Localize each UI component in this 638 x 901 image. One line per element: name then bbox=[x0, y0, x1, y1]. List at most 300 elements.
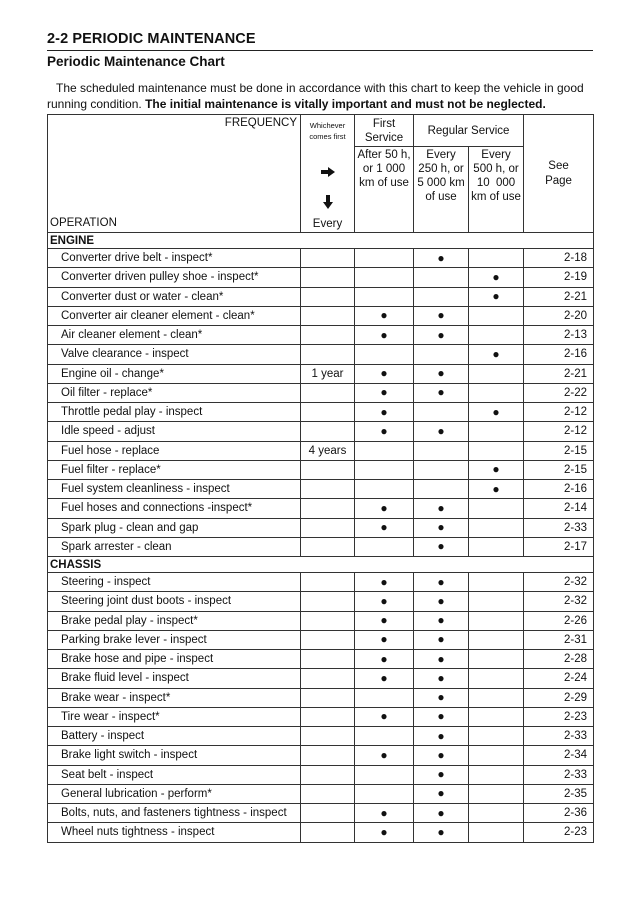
service-dot-icon: ● bbox=[380, 308, 388, 323]
first-service-line1: First bbox=[372, 117, 396, 130]
service-dot-icon: ● bbox=[437, 767, 445, 782]
operation-cell: Fuel hose - replace bbox=[48, 441, 301, 460]
operation-cell: Converter drive belt - inspect* bbox=[48, 249, 301, 268]
page-ref-cell: 2-33 bbox=[524, 727, 594, 746]
r2-service-cell bbox=[469, 383, 524, 402]
table-row bbox=[48, 592, 594, 611]
regular-interval-2-header bbox=[469, 147, 524, 233]
first-service-cell bbox=[355, 669, 414, 688]
first-service-cell bbox=[355, 287, 414, 306]
every-cell bbox=[301, 326, 355, 345]
operation-cell: Oil filter - replace* bbox=[48, 383, 301, 402]
page-ref-cell: 2-21 bbox=[524, 364, 594, 383]
table-row bbox=[48, 364, 594, 383]
table-row bbox=[48, 804, 594, 823]
r2-service-cell bbox=[469, 268, 524, 287]
operation-cell: Wheel nuts tightness - inspect bbox=[48, 823, 301, 842]
service-dot-icon: ● bbox=[437, 824, 445, 839]
operation-cell: Seat belt - inspect bbox=[48, 765, 301, 784]
first-service-cell bbox=[355, 460, 414, 479]
page-ref-cell: 2-17 bbox=[524, 537, 594, 556]
service-dot-icon: ● bbox=[437, 747, 445, 762]
r2-service-cell bbox=[469, 326, 524, 345]
first-service-cell bbox=[355, 499, 414, 518]
first-service-cell bbox=[355, 573, 414, 592]
service-dot-icon: ● bbox=[437, 709, 445, 724]
first-service-cell bbox=[355, 383, 414, 402]
table-row bbox=[48, 422, 594, 441]
every-cell bbox=[301, 573, 355, 592]
page-ref-cell: 2-23 bbox=[524, 707, 594, 726]
r2-service-cell bbox=[469, 422, 524, 441]
page-ref-cell: 2-20 bbox=[524, 306, 594, 325]
operation-cell: Converter dust or water - clean* bbox=[48, 287, 301, 306]
page-ref-cell: 2-15 bbox=[524, 460, 594, 479]
service-dot-icon: ● bbox=[437, 500, 445, 515]
table-row bbox=[48, 499, 594, 518]
every-cell bbox=[301, 650, 355, 669]
every-cell bbox=[301, 765, 355, 784]
r1-service-cell bbox=[414, 499, 469, 518]
table-row bbox=[48, 268, 594, 287]
service-dot-icon: ● bbox=[437, 574, 445, 589]
service-dot-icon: ● bbox=[380, 385, 388, 400]
service-dot-icon: ● bbox=[437, 520, 445, 535]
regular-interval-2-line: 500 h, or bbox=[473, 163, 519, 175]
operation-cell: Battery - inspect bbox=[48, 727, 301, 746]
regular-interval-1-header bbox=[414, 147, 469, 233]
table-row bbox=[48, 707, 594, 726]
r1-service-cell bbox=[414, 345, 469, 364]
whichever-line1: Whichever bbox=[309, 121, 346, 130]
r2-service-cell bbox=[469, 784, 524, 803]
every-label: Every bbox=[312, 218, 343, 230]
table-row bbox=[48, 287, 594, 306]
r2-service-cell bbox=[469, 537, 524, 556]
every-cell bbox=[301, 287, 355, 306]
page-ref-cell: 2-23 bbox=[524, 823, 594, 842]
first-service-cell bbox=[355, 650, 414, 669]
table-row bbox=[48, 746, 594, 765]
service-dot-icon: ● bbox=[380, 423, 388, 438]
operation-cell: Tire wear - inspect* bbox=[48, 707, 301, 726]
r1-service-cell bbox=[414, 287, 469, 306]
operation-cell: Converter air cleaner element - clean* bbox=[48, 306, 301, 325]
operation-cell: Brake wear - inspect* bbox=[48, 688, 301, 707]
service-dot-icon: ● bbox=[380, 327, 388, 342]
r1-service-cell bbox=[414, 249, 469, 268]
every-cell bbox=[301, 804, 355, 823]
every-cell bbox=[301, 268, 355, 287]
operation-cell: Valve clearance - inspect bbox=[48, 345, 301, 364]
regular-interval-1-line: Every bbox=[426, 149, 456, 161]
every-cell bbox=[301, 537, 355, 556]
r1-service-cell bbox=[414, 765, 469, 784]
service-dot-icon: ● bbox=[380, 613, 388, 628]
service-dot-icon: ● bbox=[380, 747, 388, 762]
r1-service-cell bbox=[414, 441, 469, 460]
r1-service-cell bbox=[414, 460, 469, 479]
table-row bbox=[48, 441, 594, 460]
r2-service-cell bbox=[469, 688, 524, 707]
r1-service-cell bbox=[414, 306, 469, 325]
page-ref-cell: 2-29 bbox=[524, 688, 594, 707]
r2-service-cell bbox=[469, 573, 524, 592]
regular-service-header: Regular Service bbox=[414, 115, 524, 147]
first-service-cell bbox=[355, 707, 414, 726]
operation-cell: Fuel filter - replace* bbox=[48, 460, 301, 479]
r1-service-cell bbox=[414, 707, 469, 726]
service-dot-icon: ● bbox=[437, 613, 445, 628]
service-dot-icon: ● bbox=[492, 289, 500, 304]
see-page-line1: See bbox=[548, 159, 569, 172]
r2-service-cell bbox=[469, 765, 524, 784]
page-ref-cell: 2-19 bbox=[524, 268, 594, 287]
page-ref-cell: 2-32 bbox=[524, 592, 594, 611]
service-dot-icon: ● bbox=[437, 327, 445, 342]
every-cell bbox=[301, 518, 355, 537]
table-row bbox=[48, 727, 594, 746]
r2-service-cell bbox=[469, 249, 524, 268]
table-row bbox=[48, 611, 594, 630]
first-service-cell bbox=[355, 441, 414, 460]
r1-service-cell bbox=[414, 364, 469, 383]
service-dot-icon: ● bbox=[437, 250, 445, 265]
table-row bbox=[48, 784, 594, 803]
first-service-cell bbox=[355, 746, 414, 765]
r2-service-cell bbox=[469, 345, 524, 364]
regular-interval-2-line: Every bbox=[481, 149, 511, 161]
operation-label: OPERATION bbox=[50, 217, 117, 229]
page-ref-cell: 2-22 bbox=[524, 383, 594, 402]
page-ref-cell: 2-12 bbox=[524, 422, 594, 441]
first-service-cell bbox=[355, 364, 414, 383]
table-row bbox=[48, 765, 594, 784]
service-dot-icon: ● bbox=[437, 308, 445, 323]
service-dot-icon: ● bbox=[380, 805, 388, 820]
operation-cell: Engine oil - change* bbox=[48, 364, 301, 383]
every-cell bbox=[301, 460, 355, 479]
table-row bbox=[48, 306, 594, 325]
service-dot-icon: ● bbox=[437, 805, 445, 820]
operation-cell: Fuel hoses and connections -inspect* bbox=[48, 499, 301, 518]
first-service-cell bbox=[355, 537, 414, 556]
first-interval-header bbox=[355, 147, 414, 233]
every-cell bbox=[301, 746, 355, 765]
service-dot-icon: ● bbox=[437, 728, 445, 743]
down-arrow-icon bbox=[301, 195, 354, 212]
service-dot-icon: ● bbox=[380, 404, 388, 419]
service-dot-icon: ● bbox=[437, 670, 445, 685]
service-dot-icon: ● bbox=[437, 651, 445, 666]
service-dot-icon: ● bbox=[492, 481, 500, 496]
r1-service-cell bbox=[414, 383, 469, 402]
regular-interval-1-line: of use bbox=[425, 191, 457, 203]
every-cell bbox=[301, 383, 355, 402]
page-ref-cell: 2-33 bbox=[524, 765, 594, 784]
maintenance-chart-table bbox=[47, 114, 594, 843]
first-service-cell bbox=[355, 306, 414, 325]
section-title: Periodic Maintenance Chart bbox=[47, 54, 225, 69]
service-dot-icon: ● bbox=[437, 632, 445, 647]
operation-cell: Steering - inspect bbox=[48, 573, 301, 592]
r2-service-cell bbox=[469, 518, 524, 537]
r1-service-cell bbox=[414, 746, 469, 765]
r2-service-cell bbox=[469, 823, 524, 842]
first-service-cell bbox=[355, 765, 414, 784]
page-ref-cell: 2-15 bbox=[524, 441, 594, 460]
r1-service-cell bbox=[414, 480, 469, 499]
r2-service-cell bbox=[469, 480, 524, 499]
table-row bbox=[48, 326, 594, 345]
first-interval-line: km of use bbox=[359, 177, 409, 189]
page-ref-cell: 2-36 bbox=[524, 804, 594, 823]
first-service-line2: Service bbox=[364, 131, 404, 144]
page-ref-cell: 2-13 bbox=[524, 326, 594, 345]
service-dot-icon: ● bbox=[492, 462, 500, 477]
r2-service-cell bbox=[469, 441, 524, 460]
page-ref-cell: 2-21 bbox=[524, 287, 594, 306]
first-service-cell bbox=[355, 688, 414, 707]
operation-cell: Brake hose and pipe - inspect bbox=[48, 650, 301, 669]
r2-service-cell bbox=[469, 306, 524, 325]
first-interval-line: or 1 000 bbox=[362, 163, 406, 175]
see-page-header bbox=[524, 115, 594, 233]
whichever-label bbox=[301, 120, 354, 142]
operation-cell: Throttle pedal play - inspect bbox=[48, 403, 301, 422]
every-cell bbox=[301, 403, 355, 422]
service-dot-icon: ● bbox=[380, 366, 388, 381]
service-dot-icon: ● bbox=[380, 670, 388, 685]
operation-cell: Converter driven pulley shoe - inspect* bbox=[48, 268, 301, 287]
section-row-chassis bbox=[48, 557, 594, 573]
r1-service-cell bbox=[414, 537, 469, 556]
operation-cell: Steering joint dust boots - inspect bbox=[48, 592, 301, 611]
table-row bbox=[48, 480, 594, 499]
r1-service-cell bbox=[414, 784, 469, 803]
table-row bbox=[48, 669, 594, 688]
operation-cell: Air cleaner element - clean* bbox=[48, 326, 301, 345]
every-cell bbox=[301, 784, 355, 803]
service-dot-icon: ● bbox=[437, 786, 445, 801]
title-divider bbox=[47, 50, 593, 51]
page-ref-cell: 2-14 bbox=[524, 499, 594, 518]
section-row-engine bbox=[48, 233, 594, 249]
every-cell: 4 years bbox=[301, 441, 355, 460]
operation-cell: Parking brake lever - inspect bbox=[48, 630, 301, 649]
table-row bbox=[48, 249, 594, 268]
first-service-cell bbox=[355, 480, 414, 499]
chart-body bbox=[48, 233, 594, 843]
r1-service-cell bbox=[414, 268, 469, 287]
page-ref-cell: 2-24 bbox=[524, 669, 594, 688]
service-dot-icon: ● bbox=[380, 500, 388, 515]
right-arrow-icon bbox=[301, 165, 354, 180]
whichever-line2: comes first bbox=[309, 132, 346, 141]
page-ref-cell: 2-33 bbox=[524, 518, 594, 537]
first-service-cell bbox=[355, 804, 414, 823]
operation-cell: Spark plug - clean and gap bbox=[48, 518, 301, 537]
r2-service-cell bbox=[469, 669, 524, 688]
r1-service-cell bbox=[414, 592, 469, 611]
service-dot-icon: ● bbox=[437, 366, 445, 381]
r2-service-cell bbox=[469, 287, 524, 306]
page-ref-cell: 2-12 bbox=[524, 403, 594, 422]
see-page-line2: Page bbox=[545, 174, 572, 187]
r2-service-cell bbox=[469, 403, 524, 422]
first-service-cell bbox=[355, 345, 414, 364]
r1-service-cell bbox=[414, 422, 469, 441]
service-dot-icon: ● bbox=[380, 824, 388, 839]
page-ref-cell: 2-35 bbox=[524, 784, 594, 803]
every-cell bbox=[301, 630, 355, 649]
first-service-cell bbox=[355, 422, 414, 441]
every-cell bbox=[301, 499, 355, 518]
first-service-cell bbox=[355, 403, 414, 422]
service-dot-icon: ● bbox=[380, 593, 388, 608]
page-ref-cell: 2-16 bbox=[524, 480, 594, 499]
operation-cell: Brake light switch - inspect bbox=[48, 746, 301, 765]
frequency-label: FREQUENCY bbox=[224, 117, 297, 129]
table-row bbox=[48, 630, 594, 649]
first-interval-line: After 50 h, bbox=[357, 149, 411, 161]
page-ref-cell: 2-28 bbox=[524, 650, 594, 669]
table-row bbox=[48, 403, 594, 422]
every-cell: 1 year bbox=[301, 364, 355, 383]
r2-service-cell bbox=[469, 460, 524, 479]
every-cell bbox=[301, 249, 355, 268]
page-ref-cell: 2-16 bbox=[524, 345, 594, 364]
page-title: 2-2 PERIODIC MAINTENANCE bbox=[47, 31, 256, 47]
r1-service-cell bbox=[414, 650, 469, 669]
service-dot-icon: ● bbox=[492, 346, 500, 361]
r2-service-cell bbox=[469, 746, 524, 765]
regular-interval-1-line: 5 000 km bbox=[417, 177, 465, 189]
intro-paragraph bbox=[47, 80, 593, 112]
table-row bbox=[48, 573, 594, 592]
r2-service-cell bbox=[469, 499, 524, 518]
operation-cell: Brake pedal play - inspect* bbox=[48, 611, 301, 630]
every-cell bbox=[301, 306, 355, 325]
service-dot-icon: ● bbox=[492, 269, 500, 284]
every-cell bbox=[301, 592, 355, 611]
r1-service-cell bbox=[414, 688, 469, 707]
r1-service-cell bbox=[414, 326, 469, 345]
r2-service-cell bbox=[469, 650, 524, 669]
r2-service-cell bbox=[469, 630, 524, 649]
r2-service-cell bbox=[469, 707, 524, 726]
every-cell bbox=[301, 422, 355, 441]
every-cell bbox=[301, 480, 355, 499]
service-dot-icon: ● bbox=[380, 574, 388, 589]
every-cell bbox=[301, 823, 355, 842]
service-dot-icon: ● bbox=[380, 709, 388, 724]
r1-service-cell bbox=[414, 727, 469, 746]
page-ref-cell: 2-32 bbox=[524, 573, 594, 592]
r1-service-cell bbox=[414, 611, 469, 630]
intro-text: The scheduled maintenance must be done in accordance with this chart to keep the vehicle in good running condition. bbox=[47, 81, 584, 111]
every-cell bbox=[301, 707, 355, 726]
r2-service-cell bbox=[469, 727, 524, 746]
page-ref-cell: 2-26 bbox=[524, 611, 594, 630]
r2-service-cell bbox=[469, 592, 524, 611]
service-dot-icon: ● bbox=[437, 593, 445, 608]
every-cell bbox=[301, 611, 355, 630]
operation-cell: General lubrication - perform* bbox=[48, 784, 301, 803]
first-service-cell bbox=[355, 268, 414, 287]
r1-service-cell bbox=[414, 823, 469, 842]
every-cell bbox=[301, 727, 355, 746]
operation-cell: Fuel system cleanliness - inspect bbox=[48, 480, 301, 499]
r2-service-cell bbox=[469, 364, 524, 383]
table-row bbox=[48, 518, 594, 537]
table-row bbox=[48, 383, 594, 402]
operation-cell: Spark arrester - clean bbox=[48, 537, 301, 556]
service-dot-icon: ● bbox=[380, 651, 388, 666]
first-service-cell bbox=[355, 784, 414, 803]
section-heading: CHASSIS bbox=[48, 557, 594, 573]
operation-cell: Bolts, nuts, and fasteners tightness - inspect bbox=[48, 804, 301, 823]
r1-service-cell bbox=[414, 804, 469, 823]
operation-cell: Brake fluid level - inspect bbox=[48, 669, 301, 688]
r2-service-cell bbox=[469, 804, 524, 823]
intro-bold-text: The initial maintenance is vitally important and must not be neglected. bbox=[145, 97, 546, 111]
table-row bbox=[48, 650, 594, 669]
first-service-header bbox=[355, 115, 414, 147]
operation-cell: Idle speed - adjust bbox=[48, 422, 301, 441]
table-row bbox=[48, 460, 594, 479]
r1-service-cell bbox=[414, 630, 469, 649]
r1-service-cell bbox=[414, 669, 469, 688]
page-ref-cell: 2-34 bbox=[524, 746, 594, 765]
r1-service-cell bbox=[414, 403, 469, 422]
table-row bbox=[48, 537, 594, 556]
service-dot-icon: ● bbox=[437, 423, 445, 438]
page-ref-cell: 2-18 bbox=[524, 249, 594, 268]
first-service-cell bbox=[355, 823, 414, 842]
r1-service-cell bbox=[414, 518, 469, 537]
first-service-cell bbox=[355, 592, 414, 611]
section-heading: ENGINE bbox=[48, 233, 594, 249]
regular-interval-2-line: 10 000 bbox=[476, 177, 516, 189]
first-service-cell bbox=[355, 326, 414, 345]
header-operation-cell bbox=[48, 115, 301, 233]
table-row bbox=[48, 823, 594, 842]
table-row bbox=[48, 688, 594, 707]
service-dot-icon: ● bbox=[437, 539, 445, 554]
service-dot-icon: ● bbox=[380, 632, 388, 647]
service-dot-icon: ● bbox=[380, 520, 388, 535]
every-cell bbox=[301, 669, 355, 688]
first-service-cell bbox=[355, 630, 414, 649]
page-ref-cell: 2-31 bbox=[524, 630, 594, 649]
regular-interval-1-line: 250 h, or bbox=[418, 163, 464, 175]
header-whichever-cell bbox=[301, 115, 355, 233]
regular-interval-2-line: km of use bbox=[471, 191, 521, 203]
table-row bbox=[48, 345, 594, 364]
service-dot-icon: ● bbox=[437, 385, 445, 400]
first-service-cell bbox=[355, 611, 414, 630]
first-service-cell bbox=[355, 727, 414, 746]
r1-service-cell bbox=[414, 573, 469, 592]
every-cell bbox=[301, 345, 355, 364]
r2-service-cell bbox=[469, 611, 524, 630]
every-cell bbox=[301, 688, 355, 707]
first-service-cell bbox=[355, 249, 414, 268]
service-dot-icon: ● bbox=[492, 404, 500, 419]
first-service-cell bbox=[355, 518, 414, 537]
service-dot-icon: ● bbox=[437, 690, 445, 705]
